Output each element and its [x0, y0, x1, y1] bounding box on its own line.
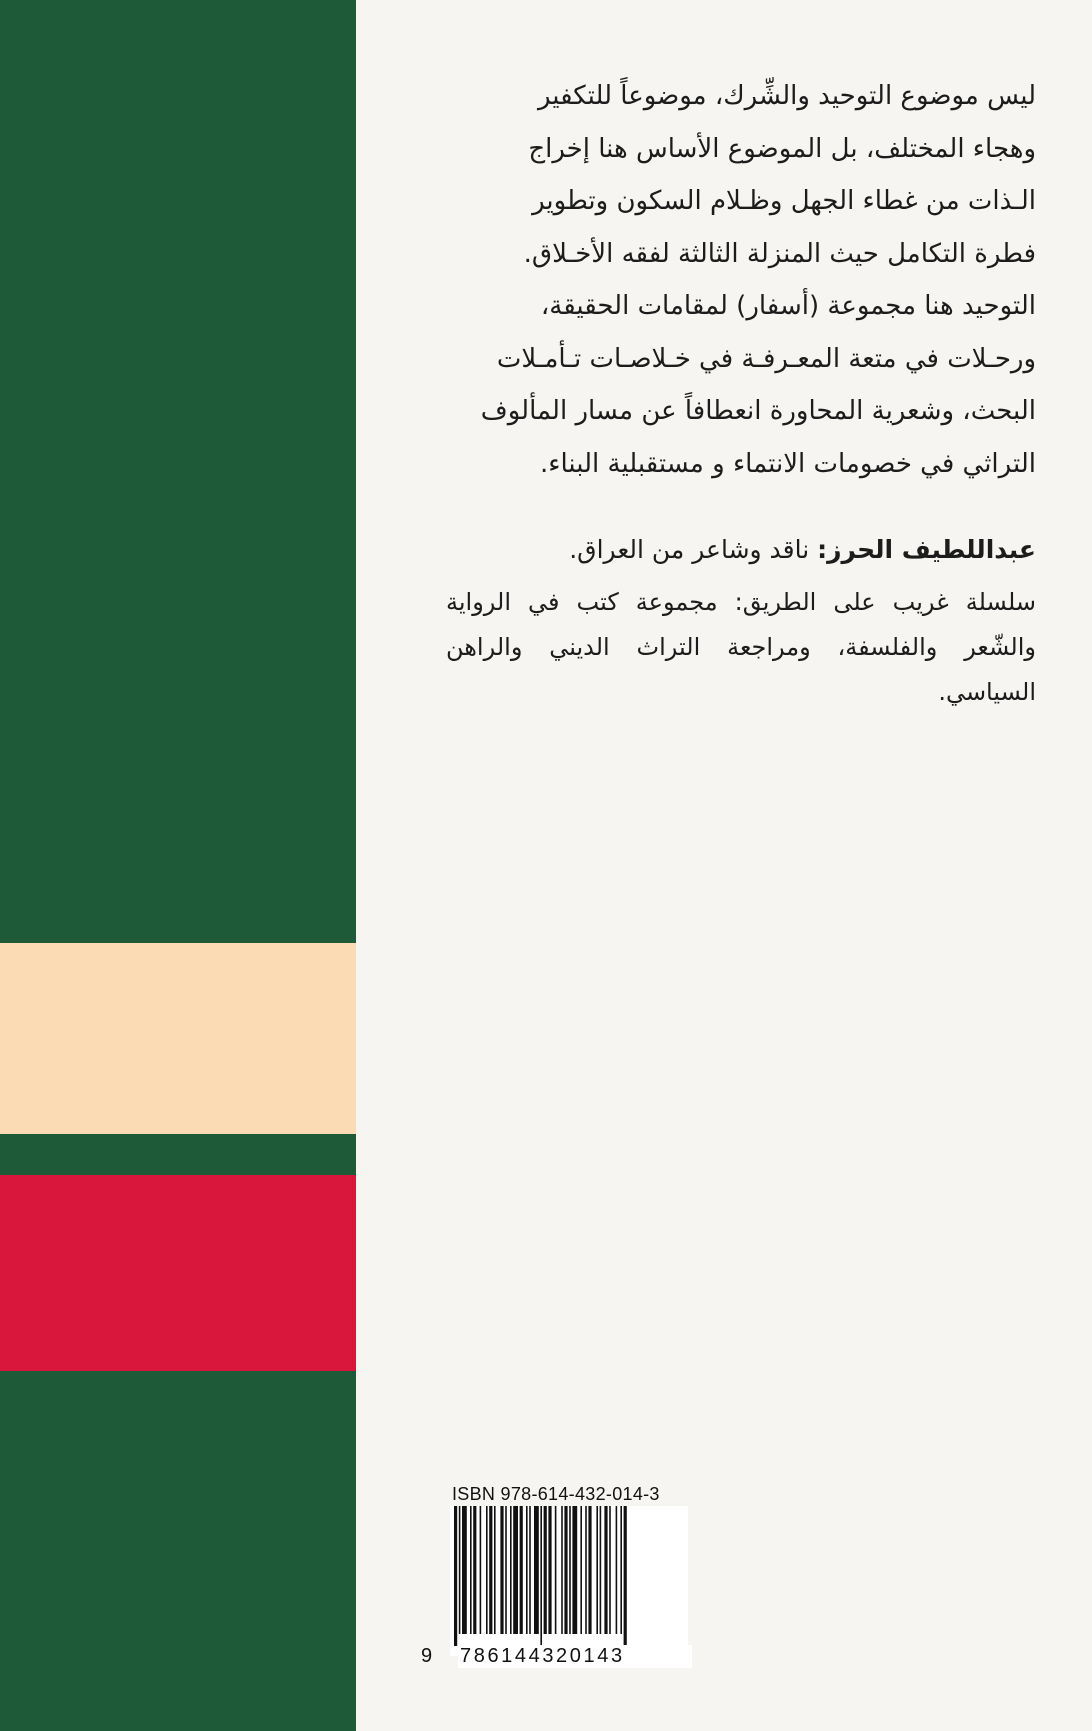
barcode-bars [450, 1506, 688, 1646]
barcode-bar [489, 1506, 492, 1634]
beige-band [0, 943, 356, 1134]
barcode-bar [588, 1506, 591, 1634]
barcode-bar [510, 1506, 512, 1634]
barcode-bar [470, 1506, 472, 1634]
barcode-bar [585, 1506, 587, 1634]
barcode-bar [624, 1506, 627, 1646]
blurb-text [446, 70, 1036, 490]
barcode-bar [596, 1506, 598, 1634]
barcode-bar [480, 1506, 482, 1634]
barcode-bar [459, 1506, 461, 1634]
barcode-first-digit: 9 [421, 1645, 433, 1667]
red-band [0, 1175, 356, 1371]
author-name: عبداللطيف الحرز: [817, 535, 1036, 564]
author-description: ناقد وشاعر من العراق. [569, 535, 818, 564]
isbn-label: ISBN 978-614-432-014-3 [452, 1484, 660, 1504]
barcode-bar [544, 1506, 547, 1634]
barcode-bar [540, 1506, 542, 1646]
barcode-bar [616, 1506, 618, 1634]
barcode-bar [486, 1506, 488, 1634]
blurb-line: الـذات من غطاء الجهل وظـلام السكون وتطوير [532, 186, 1036, 216]
barcode-bar [454, 1506, 457, 1646]
author-line [446, 528, 1036, 572]
isbn-barcode [450, 1506, 688, 1656]
blurb-line: وهجاء المختلف، بل الموضوع الأساس هنا إخراج [528, 133, 1036, 164]
barcode-bar [462, 1506, 467, 1634]
barcode-bar [604, 1506, 607, 1634]
barcode-bar [534, 1506, 539, 1634]
barcode-bar [513, 1506, 518, 1634]
barcode-bar [555, 1506, 557, 1634]
barcode-bar [609, 1506, 611, 1634]
barcode-bar [564, 1506, 567, 1634]
blurb-line: التراثي في خصومات الانتماء و مستقبلية البناء. [539, 448, 1036, 479]
blurb-line: ورحـلات في متعة المعـرفـة في خـلاصـات تـأمـلات [496, 343, 1036, 374]
barcode-bar [526, 1506, 528, 1634]
barcode-bar [494, 1506, 496, 1634]
barcode-bar [620, 1506, 622, 1634]
barcode-bar [520, 1506, 523, 1634]
blurb-line: التوحيد هنا مجموعة (أسفار) لمقامات الحقيقة، [540, 291, 1036, 321]
barcode-bar [572, 1506, 577, 1634]
barcode-bar [505, 1506, 507, 1634]
barcode-bar [473, 1506, 476, 1634]
barcode-bar [500, 1506, 503, 1634]
series-description: سلسلة غريب على الطريق: مجموعة كتب في الرواية والشّعر والفلسفة، ومراجعة التراث الديني والراهن السياسي. [446, 588, 1036, 706]
barcode-bar [569, 1506, 571, 1634]
blurb-line: ليس موضوع التوحيد والشِّرك، موضوعاً للتكفير [537, 81, 1036, 111]
barcode-bar [600, 1506, 602, 1634]
blurb-line: البحث، وشعرية المحاورة انعطافاً عن مسار المألوف [480, 396, 1036, 426]
barcode-digits: 786144320143 [458, 1645, 692, 1668]
barcode-bar [561, 1506, 563, 1634]
barcode-bar [580, 1506, 582, 1634]
barcode-bar [529, 1506, 531, 1634]
barcode-bar [548, 1506, 551, 1634]
blurb-line: فطرة التكامل حيث المنزلة الثالثة لفقه الأخـلاق. [523, 238, 1036, 269]
green-spine-panel [0, 0, 356, 1731]
